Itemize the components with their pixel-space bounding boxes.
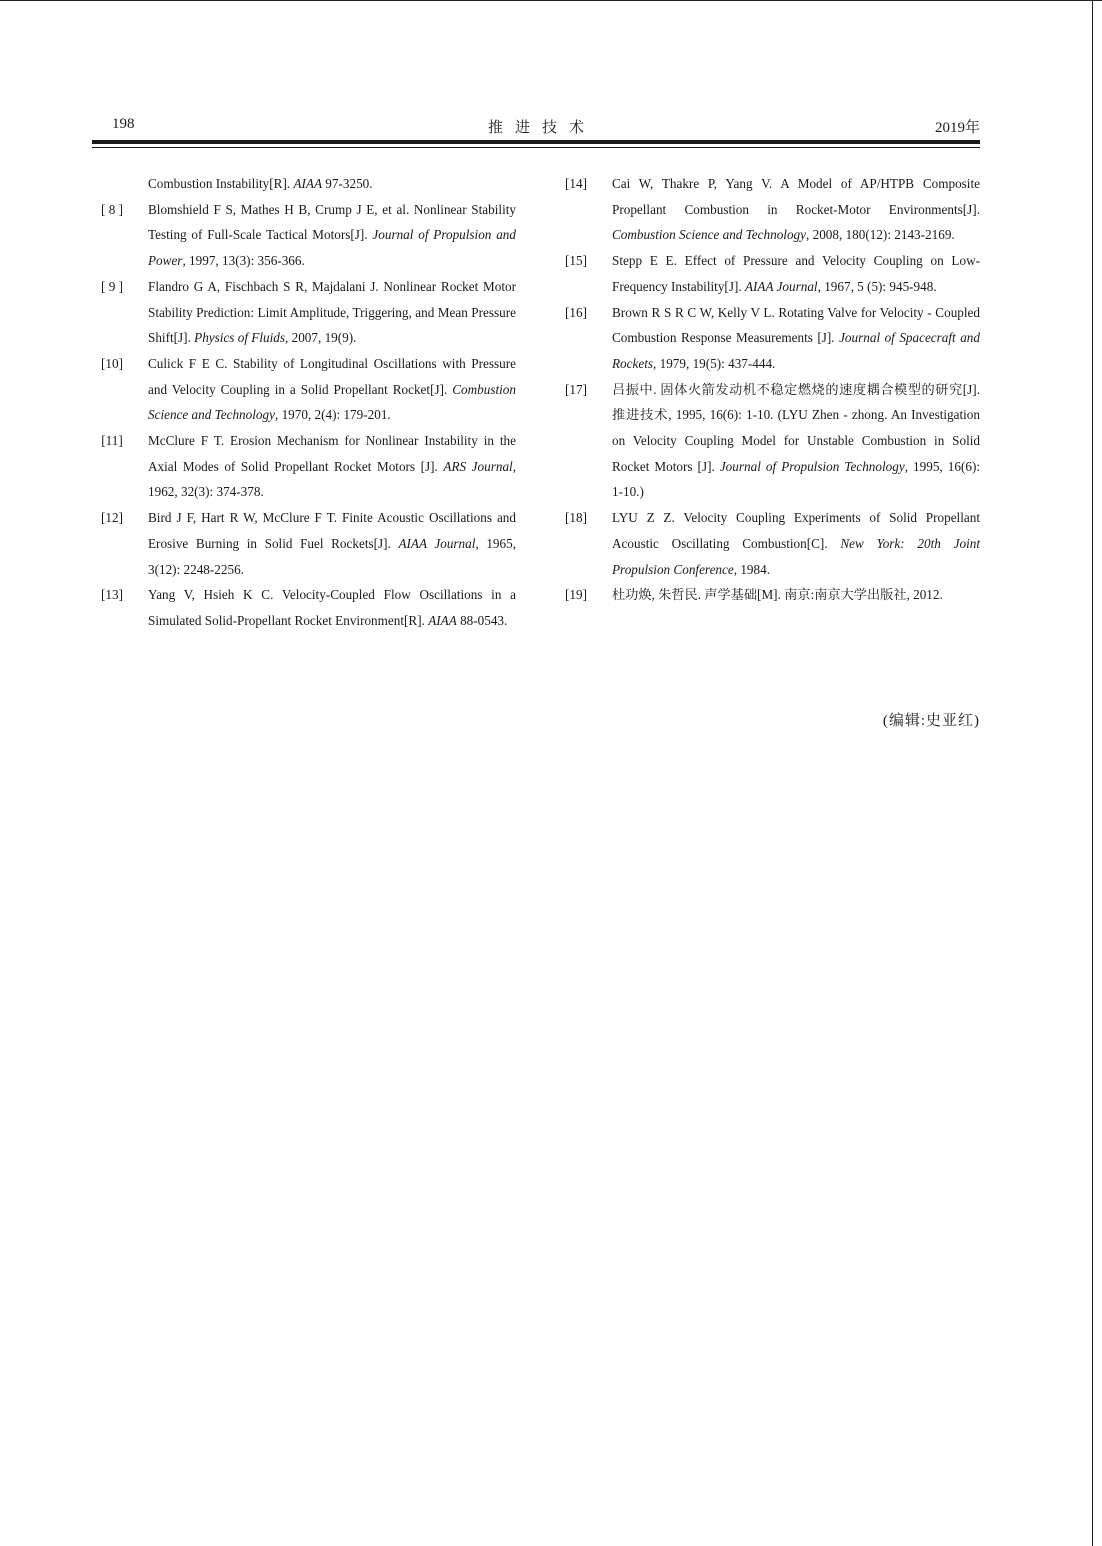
- reference-number: [19]: [565, 587, 587, 603]
- header-rule-thin: [92, 147, 980, 148]
- reference-text: [612, 505, 980, 582]
- reference-source: AIAA Journal: [744, 278, 818, 294]
- reference-text: [612, 377, 980, 506]
- reference-number: [15]: [565, 253, 587, 269]
- page-border-right: [1092, 0, 1093, 1546]
- reference-source: Journal of Propulsion and Power: [148, 227, 516, 269]
- reference-details: , 1979, 19(5): 437-444.: [653, 355, 776, 371]
- reference-authors-title: Culick F E C. Stability of Longitudinal Oscillations with Pressure and Velocity Coupling in a Solid Propellant Rocket[J].: [148, 355, 516, 397]
- reference-text: [148, 171, 516, 197]
- reference-number: [ 9 ]: [101, 278, 123, 294]
- reference-item: [556, 377, 980, 506]
- reference-authors-title: Combustion Instability[R].: [148, 176, 294, 191]
- reference-item: [92, 274, 516, 351]
- reference-details: , 1997, 13(3): 356-366.: [182, 253, 305, 269]
- reference-authors-title: McClure F T. Erosion Mechanism for Nonlinear Instability in the Axial Modes of Solid Propellant Rocket Motors [J].: [148, 433, 516, 474]
- journal-title: 推进技术: [487, 120, 596, 136]
- reference-item: [556, 300, 980, 377]
- reference-source: AIAA Journal: [398, 535, 476, 551]
- reference-item: [92, 505, 516, 582]
- reference-text: [612, 300, 980, 377]
- reference-details: 97-3250.: [322, 176, 373, 191]
- reference-text: [148, 351, 516, 428]
- reference-text: [148, 197, 516, 274]
- reference-authors-title: Bird J F, Hart R W, McClure F T. Finite Acoustic Oscillations and Erosive Burning in Solid Fuel Rockets[J].: [148, 510, 516, 551]
- header-rule-thick: [92, 140, 980, 144]
- reference-number: [16]: [565, 304, 587, 320]
- reference-source: Combustion Science and Technology: [148, 381, 516, 423]
- reference-number: [11]: [101, 433, 123, 449]
- reference-item: [92, 197, 516, 274]
- reference-authors-title: 杜功焕, 朱哲民. 声学基础[M]. 南京:南京大学出版社, 2012.: [612, 587, 943, 603]
- reference-number: [12]: [101, 510, 123, 526]
- reference-number: [10]: [101, 355, 123, 371]
- reference-number: [ 8 ]: [101, 201, 123, 217]
- page-number: 198: [112, 116, 135, 132]
- reference-authors-title: Brown R S R C W, Kelly V L. Rotating Valve for Velocity - Coupled Combustion Response Measurements [J].: [612, 304, 980, 346]
- reference-source: Physics of Fluids: [194, 330, 285, 346]
- reference-details: , 1984.: [733, 561, 770, 577]
- reference-text: [148, 428, 516, 505]
- reference-item: [92, 428, 516, 505]
- reference-authors-title: Stepp E E. Effect of Pressure and Velocity Coupling on Low-Frequency Instability[J].: [612, 253, 980, 294]
- references-left-column: [92, 171, 516, 634]
- reference-item: [92, 171, 516, 197]
- reference-number: [17]: [565, 381, 587, 397]
- reference-number: [18]: [565, 510, 587, 526]
- running-head: [92, 116, 980, 140]
- reference-text: [148, 582, 516, 633]
- reference-source: AIAA: [428, 612, 457, 628]
- references-right-column: [556, 171, 980, 608]
- reference-text: [612, 582, 980, 608]
- reference-source: AIAA: [293, 176, 322, 191]
- editor-note: (编辑:史亚红): [882, 713, 980, 729]
- reference-number: [13]: [101, 587, 123, 603]
- reference-item: [556, 171, 980, 248]
- reference-authors-title: Cai W, Thakre P, Yang V. A Model of AP/HTPB Composite Propellant Combustion in Rocket-Motor Environments[J].: [612, 176, 980, 217]
- reference-text: [148, 505, 516, 582]
- reference-details: , 1965, 3(12): 2248-2256.: [148, 535, 517, 577]
- reference-details: , 1995, 16(6): 1-10.): [612, 458, 980, 500]
- reference-details: , 2008, 180(12): 2143-2169.: [806, 227, 955, 243]
- reference-authors-title: Yang V, Hsieh K C. Velocity-Coupled Flow Oscillations in a Simulated Solid-Propellant Rocket Environment[R].: [148, 587, 516, 628]
- reference-source: New York: 20th Joint Propulsion Conference: [612, 535, 980, 577]
- reference-source: ARS Journal: [443, 458, 513, 474]
- reference-source: Journal of Spacecraft and Rockets: [612, 330, 980, 371]
- reference-item: [556, 248, 980, 299]
- reference-details: , 1970, 2(4): 179-201.: [274, 407, 391, 423]
- reference-item: [92, 351, 516, 428]
- reference-details: , 1967, 5 (5): 945-948.: [817, 278, 937, 294]
- reference-text: [148, 274, 516, 351]
- reference-authors-title: Blomshield F S, Mathes H B, Crump J E, et al. Nonlinear Stability Testing of Full-Scale Tactical Motors[J].: [148, 201, 516, 243]
- reference-details: , 1962, 32(3): 374-378.: [148, 458, 516, 500]
- reference-authors-title: Flandro G A, Fischbach S R, Majdalani J. Nonlinear Rocket Motor Stability Prediction: Limit Amplitude, Triggering, and Mean Pressure Shift[J].: [148, 278, 516, 346]
- reference-details: , 2007, 19(9).: [285, 330, 357, 346]
- page-border-top: [0, 0, 1102, 1]
- reference-text: [612, 171, 980, 248]
- reference-authors-title: 吕振中. 固体火箭发动机不稳定燃烧的速度耦合模型的研究[J]. 推进技术, 1995, 16(6): 1-10. (LYU Zhen - zhong. An Investigation on Velocity Coupling Model for Unstable Combustion in Solid Rocket Motors [J].: [612, 381, 980, 474]
- reference-item: [556, 505, 980, 582]
- reference-item: [556, 582, 980, 608]
- reference-source: Combustion Science and Technology: [612, 227, 806, 243]
- reference-source: Journal of Propulsion Technology: [719, 458, 905, 474]
- reference-details: 88-0543.: [456, 612, 508, 628]
- reference-authors-title: LYU Z Z. Velocity Coupling Experiments of Solid Propellant Acoustic Oscillating Combustion[C].: [612, 510, 980, 551]
- reference-text: [612, 248, 980, 299]
- reference-item: [92, 582, 516, 633]
- reference-number: [14]: [565, 176, 587, 191]
- issue-year: 2019年: [934, 120, 980, 136]
